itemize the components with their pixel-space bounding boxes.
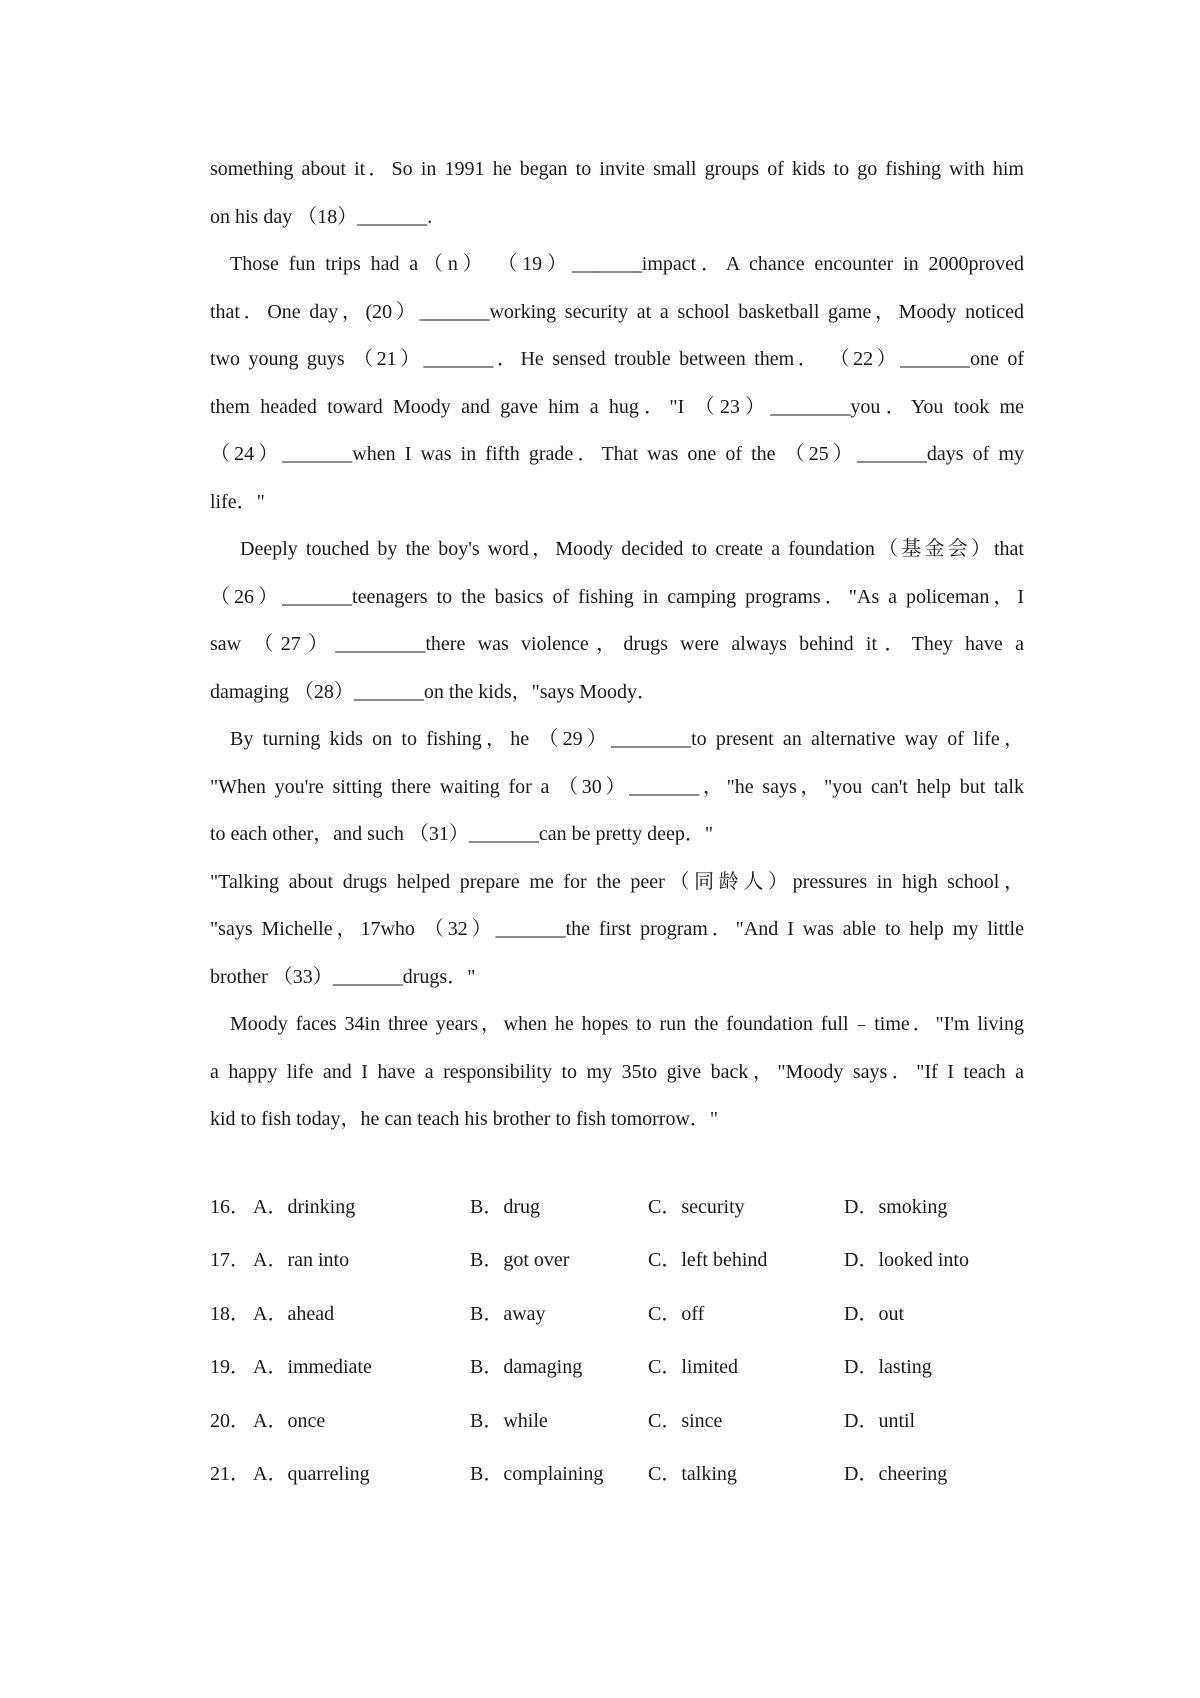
passage-line: to each other，and such （31）_______can be pretty deep．": [210, 823, 714, 845]
question-number: 17．: [210, 1249, 250, 1272]
option-c: C．since: [648, 1409, 723, 1432]
passage-line: （26）_______teenagers to the basics of fishing in camping programs．"As a policeman，I: [210, 585, 1024, 608]
passage-line: that．One day，(20）_______working security at a school basketball game，Moody noticed: [210, 300, 1024, 323]
passage-line: two young guys （21）_______．He sensed trouble between them． （22）_______one of: [210, 348, 1024, 370]
passage-line: kid to fish today，he can teach his brother to fish tomorrow．": [210, 1108, 719, 1130]
passage-line: （24）_______when I was in fifth grade．That was one of the （25）_______days of my: [210, 443, 1024, 465]
question-number: 16．: [210, 1196, 250, 1218]
passage-line: saw （27）_________there was violence，drugs were always behind it．They have a: [210, 633, 1024, 655]
question-number: 21．: [210, 1462, 250, 1485]
passage-line: By turning kids on to fishing，he （29）________to present an alternative way of life，: [230, 728, 1024, 750]
option-c: C．security: [648, 1196, 745, 1218]
option-d: D．until: [844, 1409, 916, 1432]
option-a: A．ran into: [253, 1249, 350, 1272]
question-row: [210, 1297, 1024, 1350]
question-row: [210, 1190, 1024, 1243]
option-a: A．once: [253, 1409, 326, 1432]
cloze-passage: [210, 146, 1024, 1144]
question-number: 18．: [210, 1302, 250, 1325]
option-c: C．limited: [648, 1356, 738, 1379]
option-d: D．smoking: [844, 1196, 948, 1218]
option-b: B．away: [470, 1302, 546, 1325]
passage-line: "says Michelle，17who （32）_______the first program．"And I was able to help my little: [210, 918, 1024, 940]
passage-line: something about it．So in 1991 he began to invite small groups of kids to go fishing with him: [210, 158, 1024, 180]
option-c: C．off: [648, 1302, 705, 1325]
question-row: [210, 1243, 1024, 1296]
option-d: D．out: [844, 1302, 904, 1325]
passage-line: life．": [210, 490, 265, 513]
question-row: [210, 1457, 1024, 1510]
option-b: B．while: [470, 1409, 548, 1432]
question-number: 20．: [210, 1409, 250, 1432]
passage-line: on his day （18）_______.: [210, 205, 433, 228]
option-a: A．quarreling: [253, 1462, 370, 1485]
question-row: [210, 1350, 1024, 1403]
question-number: 19．: [210, 1356, 250, 1379]
passage-line: damaging （28）_______on the kids，"says Moody．: [210, 680, 658, 703]
passage-line: "Talking about drugs helped prepare me for the peer（同龄人）pressures in high school，: [210, 870, 1024, 893]
option-d: D．looked into: [844, 1249, 969, 1272]
option-b: B．complaining: [470, 1462, 604, 1485]
passage-line: a happy life and I have a responsibility to my 35to give back，"Moody says．"If I teach a: [210, 1060, 1024, 1083]
passage-line: brother （33）_______drugs．": [210, 965, 476, 988]
option-a: A．drinking: [253, 1196, 356, 1218]
passage-line: Moody faces 34in three years，when he hopes to run the foundation full﹣time．"I'm living: [230, 1013, 1024, 1035]
option-b: B．got over: [470, 1249, 570, 1272]
option-d: D．cheering: [844, 1462, 948, 1485]
option-c: C．talking: [648, 1462, 737, 1485]
passage-line: "When you're sitting there waiting for a （30）_______，"he says，"you can't help but talk: [210, 775, 1024, 798]
option-b: B．drug: [470, 1196, 540, 1218]
option-a: A．immediate: [253, 1356, 372, 1379]
passage-line: Deeply touched by the boy's word，Moody decided to create a foundation（基金会）that: [240, 538, 1024, 560]
question-options: [210, 1190, 1024, 1510]
option-d: D．lasting: [844, 1356, 932, 1379]
option-b: B．damaging: [470, 1356, 583, 1379]
question-row: [210, 1404, 1024, 1457]
option-a: A．ahead: [253, 1302, 335, 1325]
passage-line: them headed toward Moody and gave him a hug．"I （23）________you．You took me: [210, 395, 1024, 418]
option-c: C．left behind: [648, 1249, 768, 1272]
passage-line: Those fun trips had a（n） （19）_______impact．A chance encounter in 2000proved: [230, 253, 1024, 275]
